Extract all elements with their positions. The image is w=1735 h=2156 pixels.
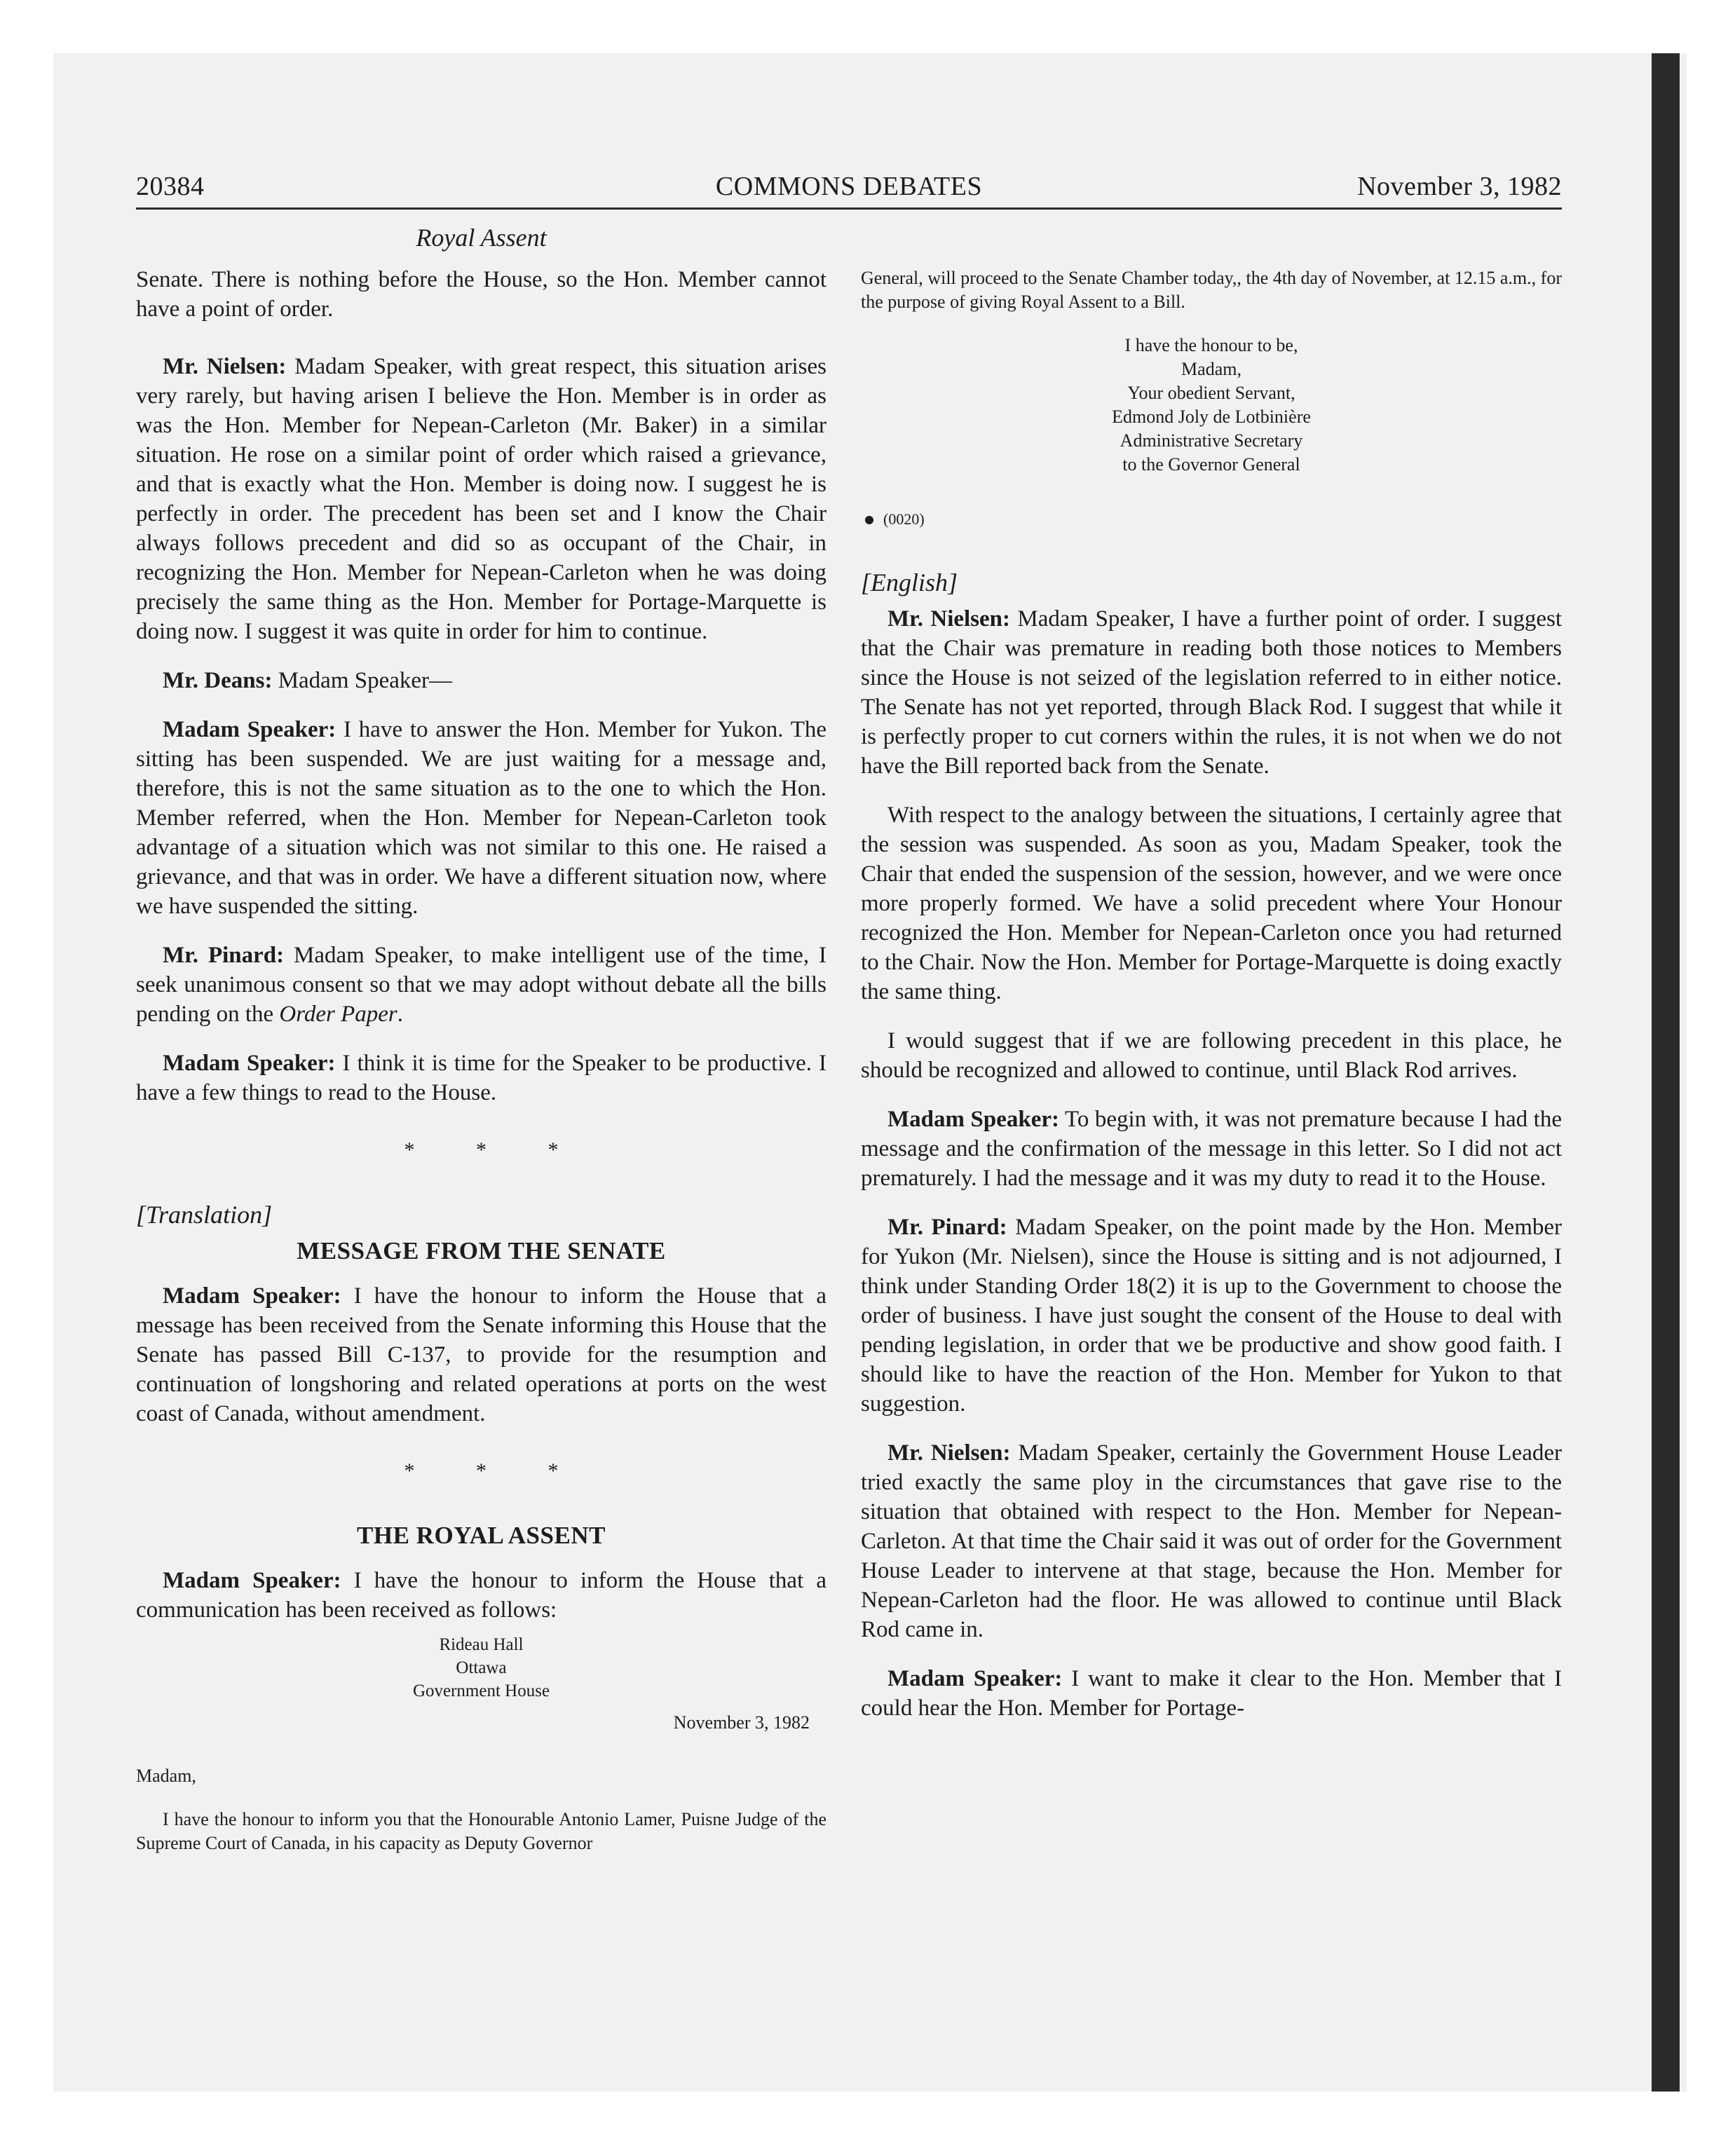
- speech-text: I have to answer the Hon. Member for Yukon. The sitting has been suspended. We are just waiting for a message and, therefore, this is not the same situation as to the one to which the Hon. Member referred, when the Hon. Member for Nepean-Carleton took advantage of a situation which was not similar to this one. He raised a grievance, and that was in order. We have a different situation now, where we have suspended the sitting.: [136, 717, 826, 919]
- speech-text: I have the honour to inform the House that a message has been received from the Senate informing this House that the Senate has passed Bill C-137, to provide for the resumption and continuation of longshoring and related operations at ports on the west coast of Canada, without amendment.: [136, 1283, 826, 1426]
- speech: [136, 666, 826, 695]
- speaker-name: Mr. Nielsen:: [887, 606, 1011, 632]
- speech-text: To begin with, it was not premature because I had the message and the confirmation of the message in this letter. So I did not act prematurely. I had the message and it was my duty to read it to the House.: [861, 1107, 1562, 1191]
- speaker-name: Mr. Nielsen:: [163, 354, 287, 379]
- signature-line: Administrative Secretary: [1120, 430, 1303, 451]
- section-tag: Royal Assent: [416, 224, 547, 252]
- speech-text: I want to make it clear to the Hon. Member that I could hear the Hon. Member for Portage-: [861, 1666, 1562, 1721]
- letter-body: General, will proceed to the Senate Chamber today,, the 4th day of November, at 12.15 a.m., for the purpose of giving Royal Assent to a Bill.: [861, 268, 1562, 312]
- paragraph: I would suggest that if we are following precedent in this place, he should be recognized and allowed to continue, until Black Rod arrives.: [861, 1028, 1562, 1083]
- speech-italic: Order Paper: [279, 1002, 397, 1027]
- speech: [136, 715, 826, 921]
- speech-text: Madam Speaker, with great respect, this situation arises very rarely, but having arisen I believe the Hon. Member is in order as was the Hon. Member for Nepean-Carleton (Mr. Baker) in a similar situation. He rose on a similar point of order which raised a grievance, and that is exactly what the Hon. Member is doing now. I suggest he is perfectly in order. The precedent has been set and I know the Chair always follows precedent and did so as occupant of the Chair, in recognizing the Hon. Member for Nepean-Carleton when he was doing precisely the same thing as the Hon. Member for Portage-Marquette is doing now. I suggest it was quite in order for him to continue.: [136, 354, 826, 644]
- speech-text: I have the honour to inform the House that a communication has been received as follows:: [136, 1568, 826, 1623]
- speaker-name: Madam Speaker:: [887, 1666, 1063, 1691]
- speech: [136, 1049, 826, 1107]
- speech: [861, 1213, 1562, 1419]
- publication-title: COMMONS DEBATES: [715, 172, 983, 201]
- signature-line: to the Governor General: [1122, 454, 1300, 475]
- speaker-name: Madam Speaker:: [163, 1283, 341, 1309]
- section-heading: MESSAGE FROM THE SENATE: [297, 1237, 666, 1264]
- header-date: November 3, 1982: [1357, 172, 1562, 201]
- left-column: [136, 223, 826, 1875]
- address-line: Ottawa: [456, 1658, 507, 1677]
- speech-text: .: [397, 1002, 403, 1027]
- speaker-name: Mr. Deans:: [163, 668, 273, 693]
- time-marker-text: (0020): [883, 510, 925, 528]
- speaker-name: Madam Speaker:: [887, 1107, 1060, 1132]
- bullet-icon: [865, 516, 873, 524]
- speech-text: Madam Speaker—: [272, 668, 453, 693]
- binding-edge: [1652, 53, 1680, 2092]
- speaker-name: Mr. Nielsen:: [887, 1440, 1011, 1466]
- speech-text: I think it is time for the Speaker to be productive. I have a few things to read to the House.: [136, 1051, 826, 1105]
- speech-text: Madam Speaker, certainly the Government House Leader tried exactly the same ploy in the circumstances that gave rise to the situation that obtained with respect to the Hon. Member for Nepean-Carleton. At that time the Chair said it was out of order for the Government House Leader to intervene at that stage, because the Hon. Member for Nepean-Carleton had the floor. He was allowed to continue until Black Rod came in.: [861, 1440, 1562, 1642]
- speaker-name: Madam Speaker:: [163, 1568, 341, 1593]
- signature-line: Your obedient Servant,: [1127, 383, 1295, 403]
- speech-text: Madam Speaker, to make intelligent use of the time, I seek unanimous consent so that we may adopt without debate all the bills pending on the: [136, 943, 826, 1027]
- speech: [136, 1566, 826, 1625]
- section-separator: * * *: [404, 1459, 587, 1482]
- signature-line: Edmond Joly de Lotbinière: [1112, 407, 1311, 427]
- signature-line: Madam,: [1181, 359, 1241, 379]
- speaker-name: Madam Speaker:: [163, 717, 336, 742]
- address-line: Government House: [412, 1681, 550, 1700]
- signature-line: I have the honour to be,: [1124, 335, 1298, 355]
- speech-text: Madam Speaker, on the point made by the Hon. Member for Yukon (Mr. Nielsen), since the House is sitting and is not adjourned, I think under Standing Order 18(2) it is up to the Government to choose the order of business. I have just sought the consent of the House to deal with pending legislation, in order that we be productive and show good faith. I should like to have the reaction of the Hon. Member for Yukon to that suggestion.: [861, 1215, 1562, 1417]
- speech: [136, 1281, 826, 1428]
- page-number: 20384: [136, 172, 205, 201]
- header-rule: [136, 207, 1562, 210]
- speech: [861, 1438, 1562, 1644]
- time-marker: [861, 505, 1562, 534]
- section-heading: THE ROYAL ASSENT: [357, 1522, 606, 1549]
- letter-date: November 3, 1982: [673, 1712, 810, 1733]
- letter-body: I have the honour to inform you that the Honourable Antonio Lamer, Puisne Judge of the Supreme Court of Canada, in his capacity as Deputy Governor: [136, 1809, 826, 1853]
- speech: [136, 352, 826, 646]
- speech: [861, 1664, 1562, 1723]
- letter-address: [136, 1633, 826, 1703]
- speaker-name: Mr. Pinard:: [163, 943, 285, 968]
- language-tag: [English]: [861, 568, 958, 596]
- address-line: Rideau Hall: [439, 1635, 524, 1654]
- right-column: [861, 266, 1562, 1742]
- speech-text: Madam Speaker, I have a further point of order. I suggest that the Chair was premature in reading both those notices to Members since the House is not seized of the legislation referred to in either notice. The Senate has not yet reported, through Black Rod. I suggest that while it is perfectly proper to cut corners within the rules, it is not when we do not have the Bill reported back from the Senate.: [861, 606, 1562, 779]
- letter-salutation: Madam,: [136, 1766, 196, 1786]
- speaker-name: Madam Speaker:: [163, 1051, 336, 1076]
- section-separator: * * *: [404, 1138, 587, 1161]
- speaker-name: Mr. Pinard:: [887, 1215, 1007, 1240]
- paragraph: Senate. There is nothing before the House, so the Hon. Member cannot have a point of order.: [136, 267, 826, 322]
- speech: [861, 1105, 1562, 1193]
- language-tag: [Translation]: [136, 1201, 273, 1229]
- paragraph: With respect to the analogy between the situations, I certainly agree that the session was suspended. As soon as you, Madam Speaker, took the Chair that ended the suspension of the session, however, and we were once more properly formed. We have a solid precedent where Your Honour recognized the Hon. Member for Nepean-Carleton once you had returned to the Chair. Now the Hon. Member for Portage-Marquette is doing exactly the same thing.: [861, 803, 1562, 1004]
- speech: [861, 604, 1562, 781]
- letter-signature: [861, 334, 1562, 477]
- speech: [136, 941, 826, 1029]
- page-header: [136, 171, 1562, 206]
